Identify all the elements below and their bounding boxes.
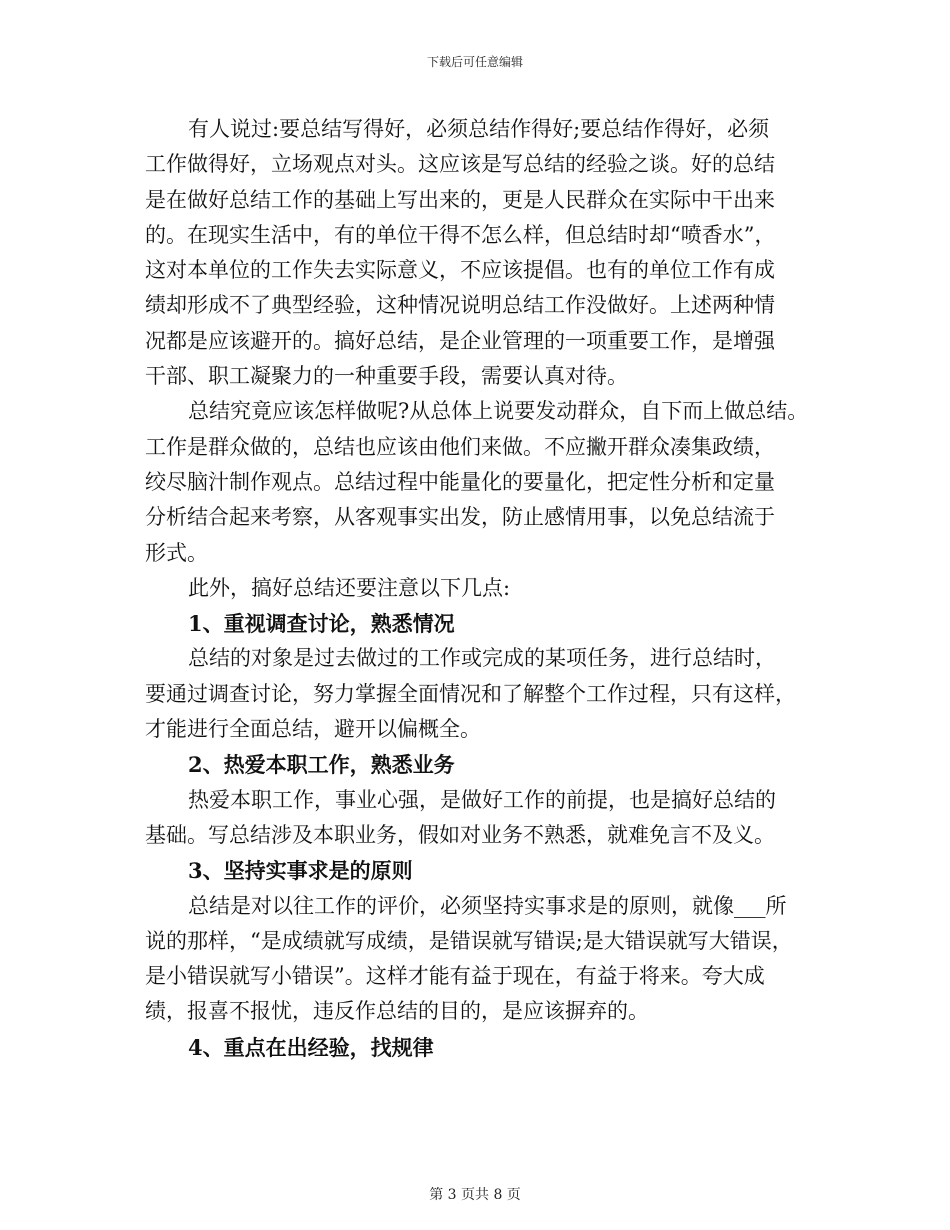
paragraph-line: 形式。: [145, 540, 208, 565]
paragraph-line: 是在做好总结工作的基础上写出来的，更是人民群众在实际中干出来: [145, 187, 775, 212]
paragraph-line: 工作是群众做的，总结也应该由他们来做。不应撇开群众凑集政绩，: [145, 434, 775, 459]
paragraph-line: 热爱本职工作，事业心强，是做好工作的前提，也是搞好总结的: [188, 787, 776, 812]
paragraph-line: 的。在现实生活中，有的单位干得不怎么样，但总结时却“喷香水”，: [145, 222, 776, 247]
section-heading: 3、坚持实事求是的原则: [188, 858, 413, 884]
paragraph-line: 总结究竟应该怎样做呢?从总体上说要发动群众，自下而上做总结。: [188, 399, 809, 424]
page-footer: 第 3 页共 8 页: [429, 1187, 521, 1203]
paragraph-line: 绩却形成不了典型经验，这种情况说明总结工作没做好。上述两种情: [145, 293, 775, 318]
page-header: 下载后可任意编辑: [426, 55, 523, 69]
section-heading: 4、重点在出经验，找规律: [188, 1034, 434, 1060]
paragraph-line: 才能进行全面总结，避开以偏概全。: [145, 717, 481, 742]
paragraph-line: 总结是对以往工作的评价，必须坚持实事求是的原则，就像___所: [188, 893, 787, 918]
paragraph-line: 绩，报喜不报忧，违反作总结的目的，是应该摒弃的。: [145, 999, 649, 1024]
paragraph-line: 干部、职工凝聚力的一种重要手段，需要认真对待。: [145, 364, 628, 389]
paragraph-line: 总结的对象是过去做过的工作或完成的某项任务，进行总结时，: [188, 646, 776, 671]
paragraph-line: 这对本单位的工作失去实际意义，不应该提倡。也有的单位工作有成: [145, 258, 775, 283]
paragraph-line: 工作做得好，立场观点对头。这应该是写总结的经验之谈。好的总结: [145, 152, 775, 177]
section-heading: 2、热爱本职工作，熟悉业务: [188, 752, 455, 778]
paragraph-line: 要通过调查讨论，努力掌握全面情况和了解整个工作过程，只有这样，: [145, 681, 796, 706]
paragraph-line: 有人说过:要总结写得好，必须总结作得好;要总结作得好，必须: [188, 117, 770, 141]
paragraph-line: 基础。写总结涉及本职业务，假如对业务不熟悉，就难免言不及义。: [145, 822, 775, 847]
paragraph-line: 此外，搞好总结还要注意以下几点:: [188, 575, 511, 600]
paragraph-line: 分析结合起来考察，从客观事实出发，防止感情用事，以免总结流于: [145, 505, 775, 530]
section-heading: 1、重视调查讨论，熟悉情况: [188, 611, 455, 637]
document-body: [145, 112, 825, 1065]
paragraph-line: 是小错误就写小错误”。这样才能有益于现在，有益于将来。夸大成: [145, 964, 765, 989]
paragraph-line: 况都是应该避开的。搞好总结，是企业管理的一项重要工作，是增强: [145, 328, 775, 353]
paragraph-line: 说的那样，“是成绩就写成绩，是错误就写错误;是大错误就写大错误，: [145, 928, 793, 953]
paragraph-line: 绞尽脑汁制作观点。总结过程中能量化的要量化，把定性分析和定量: [145, 469, 775, 494]
